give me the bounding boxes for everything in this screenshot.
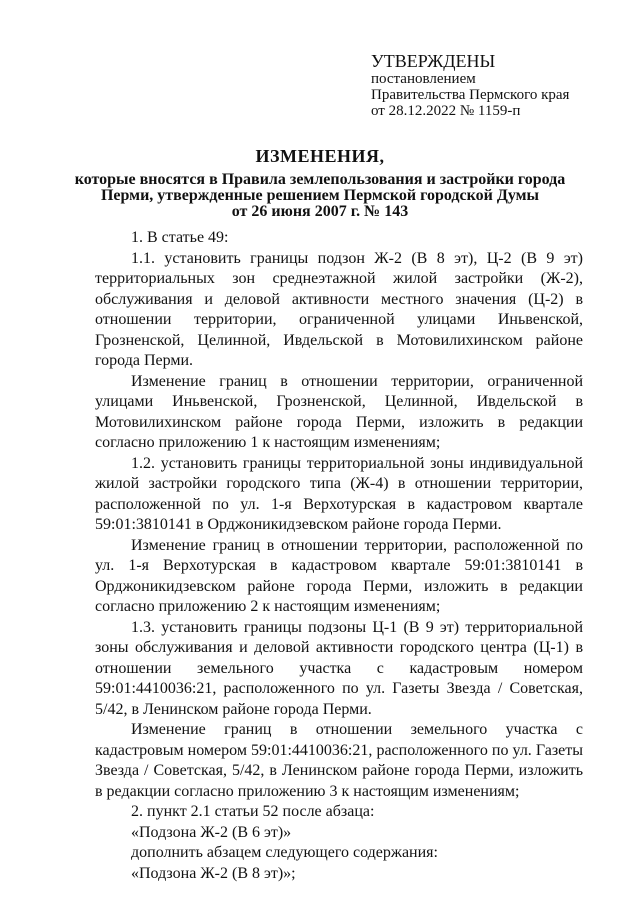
paragraph: дополнить абзацем следующего содержания: [131,844,438,861]
document-subtitle-line: Перми, утвержденные решением Пермской городской Думы [100,187,540,204]
paragraph: 1.3. установить границы подзоны Ц-1 (В 9 эт) территориальной зоны обслуживания и деловой активности городского центра (Ц-1) в отношении земельного участка с кадастровым номером 59:01:4410036:21, расположенного по ул. Газеты Звезда / Советская, 5/42, в Ленинском районе города Перми. [95,618,583,718]
paragraph: Изменение границ в отношении территории, расположенной по ул. 1-я Верхотурская в кадастровом квартале 59:01:3810141 в Орджоникидзевском районе города Перми, изложить в редакции согласно приложению 2 к настоящим изменениям; [95,536,583,615]
approval-line: от 28.12.2022 № 1159-п [371,103,521,119]
document-subtitle-line: от 26 июня 2007 г. № 143 [231,203,409,220]
document-title: ИЗМЕНЕНИЯ, [255,146,385,166]
document-body [95,228,583,884]
paragraph: 1. В статье 49: [131,229,229,246]
approval-title: УТВЕРЖДЕНЫ [371,51,496,71]
document-subtitle-line: которые вносятся в Правила землепользования и застройки города [74,171,566,188]
quoted-line: «Подзона Ж-2 (В 8 эт)»; [131,864,296,882]
quoted-line: «Подзона Ж-2 (В 6 эт)» [131,823,292,841]
approval-stamp [371,52,569,119]
paragraph: 1.1. установить границы подзон Ж-2 (В 8 эт), Ц-2 (В 9 эт) территориальных зон среднеэтажной жилой застройки (Ж-2), обслуживания и деловой активности местного значения (Ц-2) в отношении территории, ограниченной улицами Иньвенской, Грозненской, Целинной, Ивдельской в Мотовилихинском районе города Перми. [95,249,583,369]
document-heading [60,146,580,220]
paragraph: 2. пункт 2.1 статьи 52 после абзаца: [131,803,375,820]
paragraph: Изменение границ в отношении земельного участка с кадастровым номером 59:01:4410036:21, расположенного по ул. Газеты Звезда / Советская, 5/42, в Ленинском районе города Перми, изложить в редакции согласно приложению 3 к настоящим изменениям; [95,721,583,800]
paragraph: 1.2. установить границы территориальной зоны индивидуальной жилой застройки городского типа (Ж-4) в отношении территории, расположенной по ул. 1-я Верхотурская в кадастровом квартале 59:01:3810141 в Орджоникидзевском районе города Перми. [95,454,583,533]
approval-line: постановлением [371,71,476,87]
paragraph: Изменение границ в отношении территории, ограниченной улицами Иньвенской, Грозненской, Целинной, Ивдельской в Мотовилихинском районе города Перми, изложить в редакции согласно приложению 1 к настоящим изменениям; [95,372,583,451]
approval-line: Правительства Пермского края [371,87,570,103]
